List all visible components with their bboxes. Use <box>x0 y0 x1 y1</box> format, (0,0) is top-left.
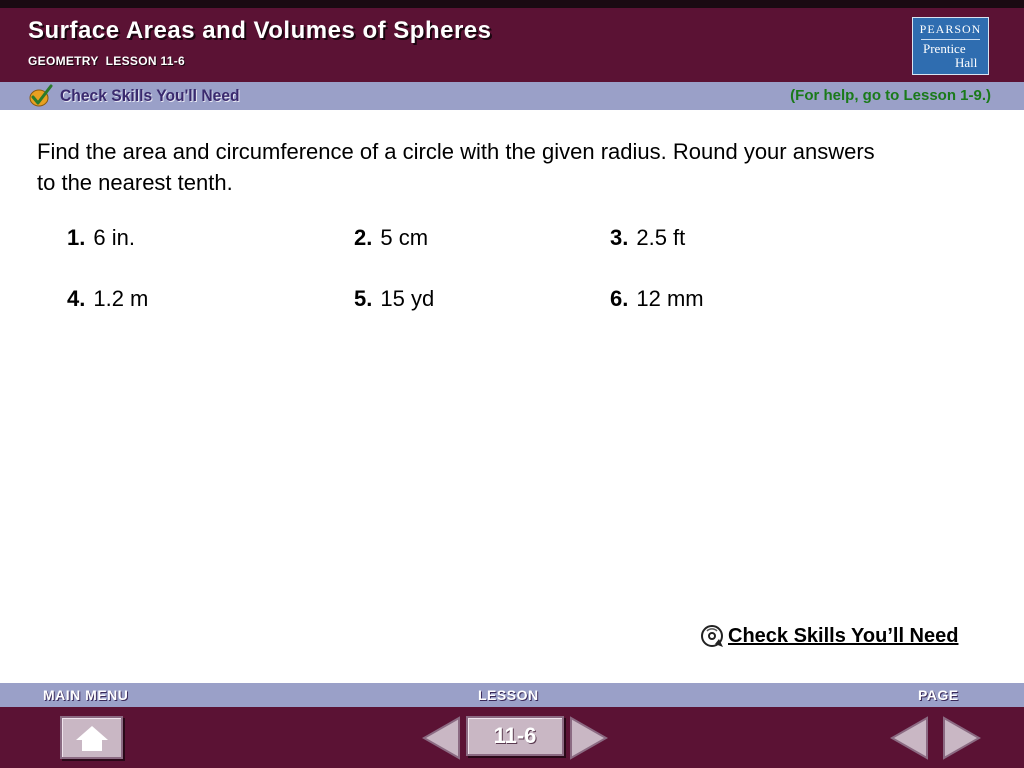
logo-bottom-text: Hall <box>955 55 978 70</box>
publisher-logo <box>912 17 989 75</box>
check-skills-link-text[interactable]: Check Skills You’ll Need <box>728 624 959 647</box>
page-next-arrow-icon[interactable] <box>942 716 982 760</box>
instructions-text: Find the area and circumference of a circle with the given radius. Round your answers to the nearest tenth. <box>37 139 875 195</box>
problem-value: 1.2 m <box>93 286 149 311</box>
main-menu-label: MAIN MENU <box>43 687 129 703</box>
problem-number: 4. <box>67 286 86 311</box>
lesson-subtitle: GEOMETRY LESSON 11-6 <box>28 54 186 68</box>
problem-value: 5 cm <box>380 225 429 250</box>
logo-divider <box>921 39 980 40</box>
check-skills-label: Check Skills You'll Need <box>60 86 240 105</box>
logo-middle-text: Prentice <box>923 41 966 56</box>
problem-number: 5. <box>354 286 373 311</box>
header-banner <box>0 0 1024 82</box>
lesson-prev-arrow-icon[interactable] <box>421 716 461 760</box>
checkmark-icon <box>28 84 54 108</box>
problem-item <box>67 286 148 312</box>
page-label: PAGE <box>918 687 959 703</box>
problem-item <box>610 225 685 251</box>
page-prev-arrow-icon[interactable] <box>889 716 929 760</box>
problem-value: 15 yd <box>380 286 435 311</box>
problem-value: 12 mm <box>636 286 704 311</box>
check-skills-bar <box>0 82 1024 110</box>
problem-number: 3. <box>610 225 629 250</box>
problem-value: 6 in. <box>93 225 135 250</box>
cd-icon <box>700 623 724 649</box>
problem-item <box>354 286 434 312</box>
problem-item <box>354 225 428 251</box>
problem-number: 6. <box>610 286 629 311</box>
home-icon <box>74 724 110 752</box>
home-button[interactable] <box>60 716 123 759</box>
check-skills-link[interactable] <box>700 621 958 651</box>
problem-number: 2. <box>354 225 373 250</box>
lesson-label: LESSON <box>478 687 539 703</box>
logo-top-text: PEARSON <box>919 22 982 36</box>
page-title: Surface Areas and Volumes of Spheres <box>28 17 492 44</box>
lesson-number-display: 11-6 <box>466 716 564 756</box>
footer-nav-bar <box>0 707 1024 768</box>
help-lesson-link[interactable]: (For help, go to Lesson 1-9.) <box>790 87 991 104</box>
problem-value: 2.5 ft <box>636 225 686 250</box>
lesson-next-arrow-icon[interactable] <box>569 716 609 760</box>
problem-item <box>610 286 704 312</box>
problem-number: 1. <box>67 225 86 250</box>
footer-label-bar <box>0 683 1024 707</box>
problem-item <box>67 225 135 251</box>
